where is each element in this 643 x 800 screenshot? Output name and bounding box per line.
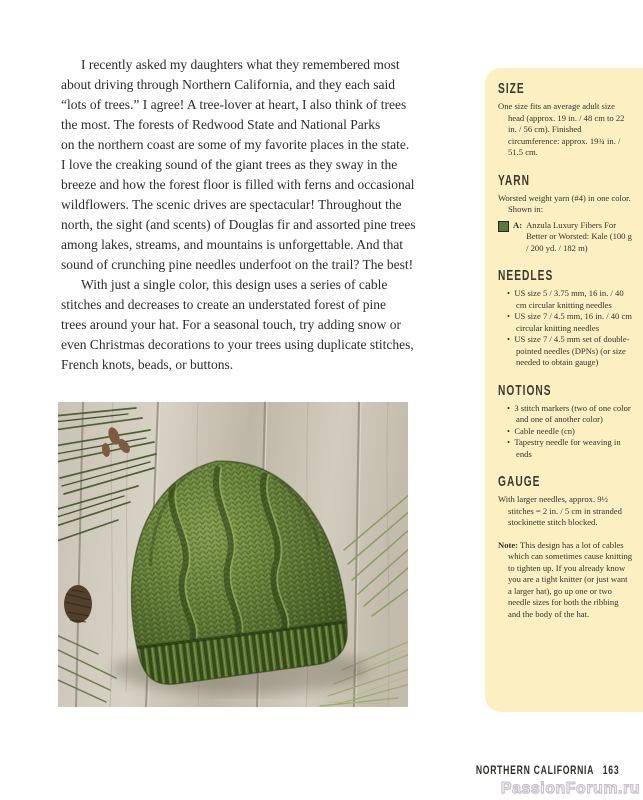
needles-list-item: • US size 5 / 3.75 mm, 16 in. / 40 cm circular knitting needles: [498, 288, 633, 311]
hat-photo: [58, 402, 408, 707]
yarn-swatch-icon: [498, 221, 509, 232]
size-heading: SIZE: [498, 80, 525, 97]
text-line: I recently asked my daughters what they remembered most: [81, 57, 400, 72]
notions-list: [498, 403, 633, 461]
yarn-colorway-row: [498, 220, 633, 255]
article-text: [61, 55, 456, 375]
watermark: PassionForum.ru: [500, 780, 640, 797]
text-line: about driving through Northern California, and they each said: [61, 77, 396, 92]
section-size: [498, 80, 633, 159]
text-line: stitches and decreases to create an understated forest of pine: [61, 297, 386, 312]
text-line: on the northern coast are some of my favorite places in the state.: [61, 137, 410, 152]
page-number: 163: [602, 763, 619, 777]
notions-heading: NOTIONS: [498, 381, 552, 399]
section-needles: [498, 267, 633, 369]
pine-cone: [64, 585, 92, 623]
notions-list-item: • Cable needle (cn): [498, 426, 633, 438]
page-footer: [475, 763, 619, 777]
text-line: sound of crunching pine needles underfoot on the trail? The best!: [61, 257, 414, 272]
gauge-note: [498, 540, 633, 621]
needles-list-item: • US size 7 / 4.5 mm, 16 in. / 40 cm circular knitting needles: [498, 311, 633, 334]
yarn-colorway-text: Anzula Luxury Fibers For Better or Worsted: Kale (100 g / 200 yd. / 182 m): [526, 219, 632, 253]
text-line: French knots, beads, or buttons.: [61, 357, 234, 372]
hat-photo-illustration: [58, 402, 408, 707]
yarn-colorway-label: A:: [513, 219, 523, 230]
article-paragraph: [61, 55, 456, 275]
footer-section-label: NORTHERN CALIFORNIA: [475, 763, 594, 777]
text-line: “lots of trees.” I agree! A tree-lover at heart, I also think of trees: [61, 97, 407, 112]
section-gauge: [498, 473, 633, 620]
text-line: breeze and how the forest floor is filled with ferns and occasional: [61, 177, 415, 192]
text-line: even Christmas decorations to your trees using duplicate stitches,: [61, 337, 414, 352]
text-line: trees around your hat. For a seasonal touch, try adding snow or: [61, 317, 402, 332]
pattern-specs-sidebar: [485, 68, 643, 712]
notions-list-item: • Tapestry needle for weaving in ends: [498, 437, 633, 460]
section-yarn: [498, 172, 633, 255]
section-notions: [498, 382, 633, 461]
gauge-body: With larger needles, approx. 9½ stitches = 2 in. / 5 cm in stranded stockinette stitch blocked.: [498, 494, 622, 527]
needles-list-item: • US size 7 / 4.5 mm set of double-pointed needles (DPNs) (or size needed to obtain gauge): [498, 334, 633, 369]
gauge-heading: GAUGE: [498, 473, 541, 490]
yarn-intro: Worsted weight yarn (#4) in one color. Shown in:: [498, 192, 631, 214]
yarn-heading: YARN: [498, 171, 531, 189]
text-line: wildflowers. The scenic drives are spectacular! Throughout the: [61, 197, 402, 212]
text-line: I love the creaking sound of the giant trees as they sway in the: [61, 157, 398, 172]
needles-list: [498, 288, 633, 369]
text-line: With just a single color, this design uses a series of cable: [81, 277, 388, 292]
needles-heading: NEEDLES: [498, 267, 554, 284]
gauge-note-text: This design has a lot of cables which can sometimes cause knitting to tighten up. If you already know you are a tight knitter (or just want a larger hat), go up one or two needle sizes for both the ribbing and the body of the hat.: [508, 539, 633, 619]
notions-list-item: • 3 stitch markers (two of one color and one of another color): [498, 403, 633, 426]
text-line: the most. The forests of Redwood State and National Parks: [61, 117, 381, 132]
gauge-note-label: Note:: [498, 539, 519, 550]
text-line: among lakes, streams, and mountains is unforgettable. And that: [61, 237, 404, 252]
article-paragraph: [61, 275, 456, 375]
size-body: One size fits an average adult size head (approx. 19 in. / 48 cm to 22 in. / 56 cm). Finished circumference: approx. 19¾ in. / 51.5 cm.: [498, 101, 625, 157]
text-line: north, the sight (and scents) of Douglas fir and assorted pine trees: [61, 217, 416, 232]
